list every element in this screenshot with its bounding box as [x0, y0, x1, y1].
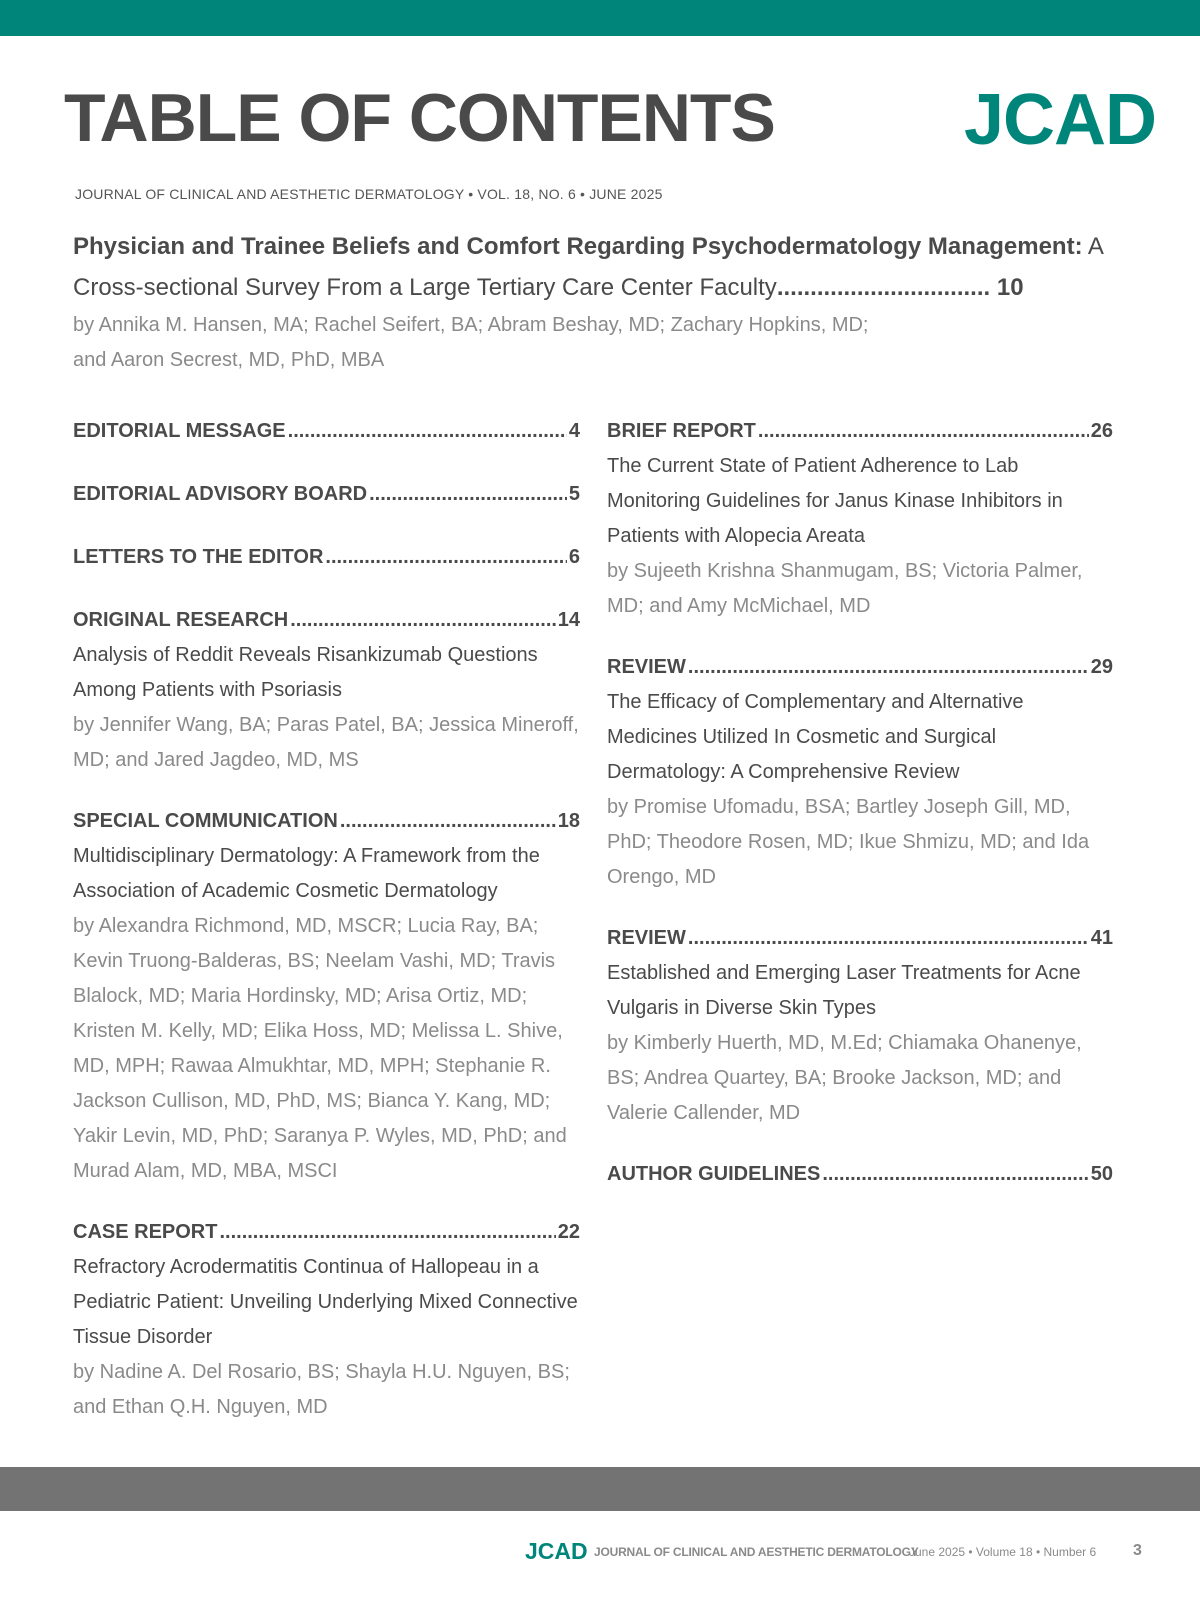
leader-dots	[758, 414, 1089, 449]
featured-title-bold: Physician and Trainee Beliefs and Comfort Regarding Psychodermatology Management:	[73, 233, 1083, 260]
toc-entry-review-29[interactable]	[607, 650, 1113, 895]
top-teal-bar	[0, 0, 1200, 36]
section-heading-label: EDITORIAL ADVISORY BOARD	[73, 483, 368, 505]
article-title: The Current State of Patient Adherence to Lab Monitoring Guidelines for Janus Kinase Inhibitors in Patients with Alopecia Areata	[607, 455, 1063, 547]
footer-page-number: 3	[1133, 1542, 1142, 1559]
page-number: 41	[1090, 927, 1113, 949]
article-title: Established and Emerging Laser Treatments for Acne Vulgaris in Diverse Skin Types	[607, 962, 1081, 1019]
toc-entry-editorial-advisory-board[interactable]	[73, 477, 580, 512]
featured-dots: ................................	[776, 274, 991, 301]
right-column	[607, 414, 1113, 1218]
article-title: Multidisciplinary Dermatology: A Framework from the Association of Academic Cosmetic Dermatology	[73, 845, 540, 902]
section-heading	[73, 414, 580, 449]
page-footer	[0, 1538, 1200, 1568]
toc-entry-editorial-message[interactable]	[73, 414, 580, 449]
jcad-logo: JCAD	[963, 80, 1156, 160]
featured-authors-line-1: by Annika M. Hansen, MA; Rachel Seifert, BA; Abram Beshay, MD; Zachary Hopkins, MD;	[73, 314, 869, 336]
page-number: 26	[1090, 420, 1113, 442]
section-heading-label: LETTERS TO THE EDITOR	[73, 546, 324, 568]
leader-dots	[688, 921, 1089, 956]
article-title: Refractory Acrodermatitis Continua of Hallopeau in a Pediatric Patient: Unveiling Underlying Mixed Connective Tissue Disorder	[73, 1256, 578, 1348]
section-heading-label: BRIEF REPORT	[607, 420, 756, 442]
article-title: Analysis of Reddit Reveals Risankizumab Questions Among Patients with Psoriasis	[73, 644, 538, 701]
featured-title-rest: A Cross-sectional Survey From a Large Tertiary Care Center Faculty	[73, 233, 1103, 301]
section-heading	[607, 921, 1113, 956]
section-heading	[607, 650, 1113, 685]
section-heading-label: CASE REPORT	[73, 1221, 218, 1243]
article-authors: by Sujeeth Krishna Shanmugam, BS; Victoria Palmer, MD; and Amy McMichael, MD	[607, 560, 1083, 617]
leader-dots	[822, 1157, 1088, 1192]
article-authors: by Promise Ufomadu, BSA; Bartley Joseph Gill, MD, PhD; Theodore Rosen, MD; Ikue Shmizu, MD; and Ida Orengo, MD	[607, 796, 1090, 888]
journal-issue-line: JOURNAL OF CLINICAL AND AESTHETIC DERMATOLOGY • VOL. 18, NO. 6 • JUNE 2025	[75, 186, 663, 202]
section-heading-label: REVIEW	[607, 927, 686, 949]
article-title: The Efficacy of Complementary and Alternative Medicines Utilized In Cosmetic and Surgical Dermatology: A Comprehensive Review	[607, 691, 1024, 783]
page-number: 50	[1090, 1163, 1113, 1185]
section-heading-label: EDITORIAL MESSAGE	[73, 420, 286, 442]
leader-dots	[688, 650, 1089, 685]
footer-journal-name: JOURNAL OF CLINICAL AND AESTHETIC DERMATOLOGY	[594, 1545, 919, 1559]
toc-entry-case-report[interactable]	[73, 1215, 580, 1425]
section-heading	[73, 804, 580, 839]
featured-article-title	[73, 226, 1123, 308]
page-number: 4	[568, 420, 580, 442]
section-heading-label: SPECIAL COMMUNICATION	[73, 810, 338, 832]
toc-entry-brief-report[interactable]	[607, 414, 1113, 624]
page-number: 18	[557, 810, 580, 832]
leader-dots	[290, 603, 556, 638]
page-number: 14	[557, 609, 580, 631]
featured-article[interactable]	[73, 226, 1123, 378]
leader-dots	[325, 540, 566, 575]
toc-entry-review-41[interactable]	[607, 921, 1113, 1131]
toc-entry-special-communication[interactable]	[73, 804, 580, 1189]
featured-page-number: 10	[996, 274, 1024, 301]
section-heading-label: ORIGINAL RESEARCH	[73, 609, 289, 631]
leader-dots	[219, 1215, 555, 1250]
section-heading	[607, 1157, 1113, 1192]
featured-authors-line-2: and Aaron Secrest, MD, PhD, MBA	[73, 349, 385, 371]
toc-entry-letters-to-the-editor[interactable]	[73, 540, 580, 575]
page-number: 6	[568, 546, 580, 568]
leader-dots	[369, 477, 567, 512]
page-number: 29	[1090, 656, 1113, 678]
section-heading	[73, 603, 580, 638]
section-heading	[73, 477, 580, 512]
section-heading	[607, 414, 1113, 449]
article-authors: by Alexandra Richmond, MD, MSCR; Lucia Ray, BA; Kevin Truong-Balderas, BS; Neelam Vashi, MD; Travis Blalock, MD; Maria Hordinsky, MD; Arisa Ortiz, MD; Kristen M. Kelly, MD; Elika Hoss, MD; Melissa L. Shive, MD, MPH; Rawaa Almukhtar, MD, MPH; Stephanie R. Jackson Cullison, MD, PhD, MS; Bianca Y. Kang, MD; Yakir Levin, MD, PhD; Saranya P. Wyles, MD, PhD; and Murad Alam, MD, MBA, MSCI	[73, 915, 567, 1182]
left-column	[73, 414, 580, 1451]
bottom-gray-bar	[0, 1467, 1200, 1511]
article-authors: by Nadine A. Del Rosario, BS; Shayla H.U. Nguyen, BS; and Ethan Q.H. Nguyen, MD	[73, 1361, 570, 1418]
section-heading	[73, 1215, 580, 1250]
article-authors: by Jennifer Wang, BA; Paras Patel, BA; Jessica Mineroff, MD; and Jared Jagdeo, MD, MS	[73, 714, 579, 771]
toc-entry-original-research[interactable]	[73, 603, 580, 778]
footer-logo: JCAD	[525, 1538, 588, 1564]
section-heading-label: AUTHOR GUIDELINES	[607, 1163, 821, 1185]
section-heading-label: REVIEW	[607, 656, 686, 678]
page-number: 5	[568, 483, 580, 505]
leader-dots	[288, 414, 567, 449]
page-title: TABLE OF CONTENTS	[64, 80, 775, 156]
leader-dots	[340, 804, 556, 839]
toc-entry-author-guidelines[interactable]	[607, 1157, 1113, 1192]
footer-issue-date: June 2025 • Volume 18 • Number 6	[909, 1545, 1097, 1559]
article-authors: by Kimberly Huerth, MD, M.Ed; Chiamaka Ohanenye, BS; Andrea Quartey, BA; Brooke Jackson, MD; and Valerie Callender, MD	[607, 1032, 1082, 1124]
page-number: 22	[557, 1221, 580, 1243]
section-heading	[73, 540, 580, 575]
